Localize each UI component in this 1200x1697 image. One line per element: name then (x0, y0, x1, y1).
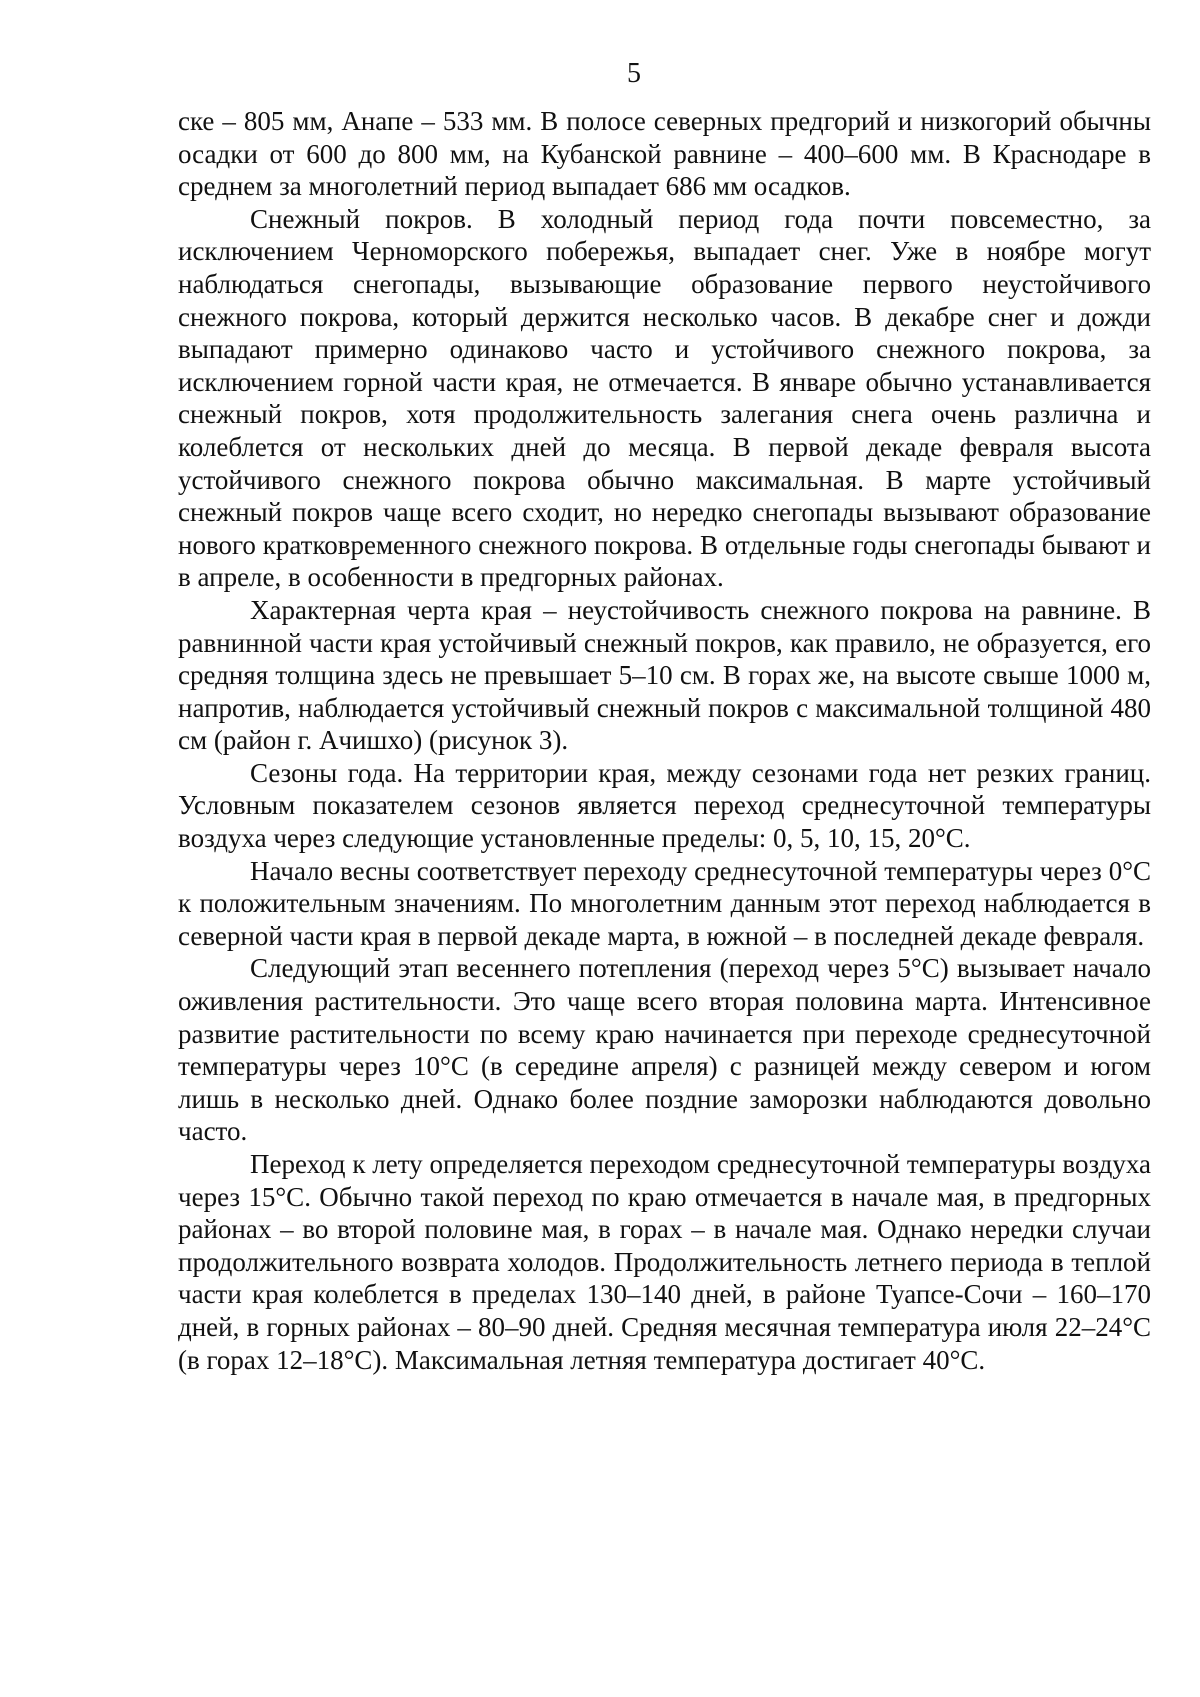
paragraph-spring-warming: Следующий этап весеннего потепления (переход через 5°C) вызывает начало оживления растительности. Это чаще всего вторая половина марта. Интенсивное развитие растительности по всему краю начинается при переходе среднесуточной температуры через 10°C (в середине апреля) с разницей между севером и югом лишь в несколько дней. Однако более поздние заморозки наблюдаются довольно часто. (178, 953, 1151, 1147)
body-text (178, 105, 1151, 1376)
paragraph-precipitation: ске – 805 мм, Анапе – 533 мм. В полосе северных предгорий и низкогорий обычны осадки от 600 до 800 мм, на Кубанской равнине – 400–600 мм. В Краснодаре в среднем за многолетний период выпадает 686 мм осадков. (178, 106, 1151, 202)
paragraph-snow-instability: Характерная черта края – неустойчивость снежного покрова на равнине. В равнинной части края устойчивый снежный покров, как правило, не образуется, его средняя толщина здесь не превышает 5–10 см. В горах же, на высоте свыше 1000 м, напротив, наблюдается устойчивый снежный покров с максимальной толщиной 480 см (район г. Ачишхо) (рисунок 3). (178, 594, 1151, 756)
page-number: 5 (627, 58, 641, 89)
paragraph-summer: Переход к лету определяется переходом среднесуточной температуры воздуха через 15°C. Обычно такой переход по краю отмечается в начале мая, в предгорных районах – во второй половине мая, в горах – в начале мая. Однако нередки случаи продолжительного возврата холодов. Продолжительность летнего периода в теплой части края колеблется в пределах 130–140 дней, в районе Туапсе-Сочи – 160–170 дней, в горных районах – 80–90 дней. Средняя месячная температура июля 22–24°C (в горах 12–18°C). Максимальная летняя температура достигает 40°C. (178, 1149, 1151, 1375)
paragraph-snow-cover: Снежный покров. В холодный период года почти повсеместно, за исключением Черноморского побережья, выпадает снег. Уже в ноябре могут наблюдаться снегопады, вызывающие образование первого неустойчивого снежного покрова, который держится несколько часов. В декабре снег и дожди выпадают примерно одинаково часто и устойчивого снежного покрова, за исключением горной части края, не отмечается. В январе обычно устанавливается снежный покров, хотя продолжительность залегания снега очень различна и колеблется от нескольких дней до месяца. В первой декаде февраля высота устойчивого снежного покрова обычно максимальная. В марте устойчивый снежный покров чаще всего сходит, но нередко снегопады вызывают образование нового кратковременного снежного покрова. В отдельные годы снегопады бывают и в апреле, в особенности в предгорных районах. (178, 203, 1151, 593)
paragraph-spring-start: Начало весны соответствует переходу среднесуточной температуры через 0°C к положительным значениям. По многолетним данным этот переход наблюдается в северной части края в первой декаде марта, в южной – в последней декаде февраля. (178, 855, 1151, 951)
paragraph-seasons: Сезоны года. На территории края, между сезонами года нет резких границ. Условным показателем сезонов является переход среднесуточной температуры воздуха через следующие установленные пределы: 0, 5, 10, 15, 20°C. (178, 757, 1151, 854)
